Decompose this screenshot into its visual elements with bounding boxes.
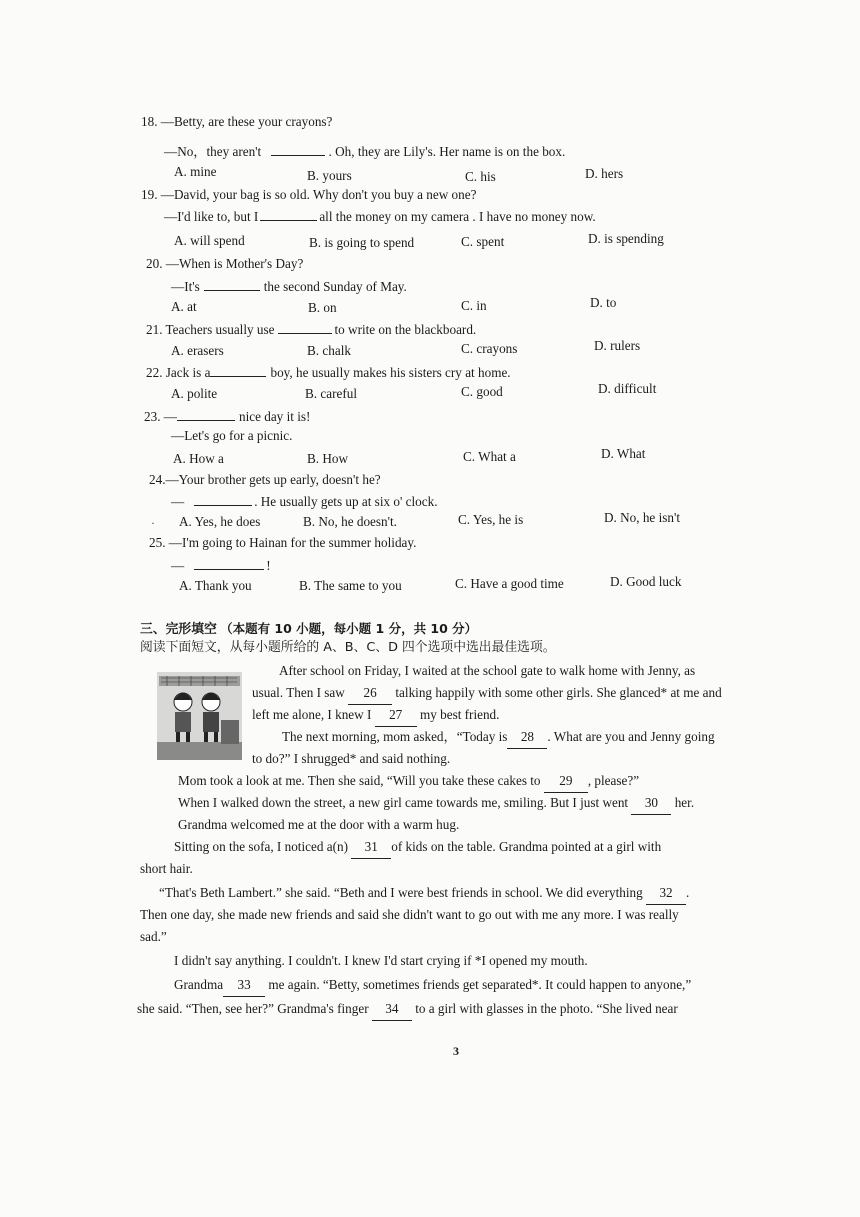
q24-option-b[interactable]: B. No, he doesn't. — [303, 514, 397, 529]
question-22-stem: 22. Jack is a boy, he usually makes his sisters cry at home. — [146, 365, 511, 380]
passage-line: After school on Friday, I waited at the school gate to walk home with Jenny, as — [279, 663, 696, 678]
q18-option-a[interactable]: A. mine — [174, 164, 217, 179]
q20-option-d[interactable]: D. to — [590, 295, 617, 310]
passage-line: left me alone, I knew I 27 my best friend. — [252, 704, 499, 727]
passage-line: she said. “Then, see her?” Grandma's finger 34 to a girl with glasses in the photo. “She lived near — [137, 998, 678, 1021]
passage-line: “That's Beth Lambert.” she said. “Beth and I were best friends in school. We did everything 32 . — [159, 882, 689, 905]
q23-option-d[interactable]: D. What — [601, 446, 646, 461]
q25-option-c[interactable]: C. Have a good time — [455, 576, 564, 591]
q18-option-b[interactable]: B. yours — [307, 168, 352, 183]
question-19-stem: 19. —David, your bag is so old. Why don't you buy a new one? — [141, 187, 477, 202]
q23-option-a[interactable]: A. How a — [173, 451, 224, 466]
q23-option-c[interactable]: C. What a — [463, 449, 516, 464]
q22-option-a[interactable]: A. polite — [171, 386, 218, 401]
passage-line: Then one day, she made new friends and said she didn't want to go out with me any more. I was really — [140, 907, 679, 922]
passage-line: to do?” I shrugged* and said nothing. — [252, 751, 451, 766]
passage-line: sad.” — [140, 929, 167, 944]
section-instruction: 阅读下面短文，从每小题所给的 A、B、C、D 四个选项中选出最佳选项。 — [140, 640, 556, 655]
question-20-stem: 20. —When is Mother's Day? — [146, 256, 304, 271]
q21-option-d[interactable]: D. rulers — [594, 338, 641, 353]
q21-option-a[interactable]: A. erasers — [171, 343, 224, 358]
passage-line: The next morning, mom asked，“Today is 28 . What are you and Jenny going — [282, 726, 715, 749]
blank-32[interactable]: 32 — [646, 882, 686, 905]
q22-option-d[interactable]: D. difficult — [598, 381, 657, 396]
question-18-reply: —No，they aren't . Oh, they are Lily's. Her name is on the box. — [164, 144, 566, 159]
q24-option-c[interactable]: C. Yes, he is — [458, 512, 524, 527]
blank-30[interactable]: 30 — [631, 792, 671, 815]
q20-option-b[interactable]: B. on — [308, 300, 337, 315]
q24-option-d[interactable]: D. No, he isn't — [604, 510, 681, 525]
q18-option-d[interactable]: D. hers — [585, 166, 624, 181]
q20-option-a[interactable]: A. at — [171, 299, 197, 314]
passage-line: Grandma welcomed me at the door with a warm hug. — [178, 817, 460, 832]
q23-option-b[interactable]: B. How — [307, 451, 349, 466]
passage-line: I didn't say anything. I couldn't. I knew I'd start crying if *I opened my mouth. — [174, 953, 588, 968]
blank-33[interactable]: 33 — [223, 974, 265, 997]
q22-option-b[interactable]: B. careful — [305, 386, 357, 401]
blank-28[interactable]: 28 — [507, 726, 547, 749]
question-23-reply: —Let's go for a picnic. — [171, 428, 293, 443]
section-heading — [140, 618, 477, 637]
blank-34[interactable]: 34 — [372, 998, 412, 1021]
question-19-reply: —I'd like to, but I all the money on my camera . I have no money now. — [164, 209, 596, 224]
blank-31[interactable]: 31 — [351, 836, 391, 859]
q19-option-b[interactable]: B. is going to spend — [309, 235, 415, 250]
question-24-reply: — . He usually gets up at six o' clock. — [171, 494, 438, 509]
section-title: 三、完形填空 — [140, 622, 217, 637]
q18-option-c[interactable]: C. his — [465, 169, 496, 184]
blank-26[interactable]: 26 — [348, 682, 392, 705]
passage-line: Sitting on the sofa, I noticed a(n) 31 of kids on the table. Grandma pointed at a girl with — [174, 836, 661, 859]
q19-option-d[interactable]: D. is spending — [588, 231, 664, 246]
passage-line: usual. Then I saw 26 talking happily with some other girls. She glanced* at me and — [252, 682, 722, 705]
question-25-reply: — ! — [171, 558, 271, 573]
q25-option-b[interactable]: B. The same to you — [299, 578, 402, 593]
passage-line: Mom took a look at me. Then she said, “Will you take these cakes to 29 , please?” — [178, 770, 639, 793]
question-20-reply: —It's the second Sunday of May. — [171, 279, 407, 294]
page-number: 3 — [453, 1044, 459, 1058]
passage-line: When I walked down the street, a new girl came towards me, smiling. But I just went 30 her. — [178, 792, 694, 815]
passage-line: short hair. — [140, 861, 193, 876]
q22-option-c[interactable]: C. good — [461, 384, 503, 399]
blank-27[interactable]: 27 — [375, 704, 417, 727]
q25-option-d[interactable]: D. Good luck — [610, 574, 682, 589]
girls-illustration — [157, 672, 242, 760]
passage-line: Grandma 33 me again. “Betty, sometimes friends get separated*. It could happen to anyone,” — [174, 974, 691, 997]
question-21-stem: 21. Teachers usually use to write on the blackboard. — [146, 322, 477, 337]
q25-option-a[interactable]: A. Thank you — [179, 578, 252, 593]
question-18-stem: 18. —Betty, are these your crayons? — [141, 114, 333, 129]
q19-option-a[interactable]: A. will spend — [174, 233, 245, 248]
q20-option-c[interactable]: C. in — [461, 298, 487, 313]
q21-option-b[interactable]: B. chalk — [307, 343, 351, 358]
q21-option-c[interactable]: C. crayons — [461, 341, 518, 356]
question-24-stem: 24.—Your brother gets up early, doesn't he? — [149, 472, 381, 487]
blank-29[interactable]: 29 — [544, 770, 588, 793]
q24-option-a[interactable]: A. Yes, he does — [179, 514, 261, 529]
q19-option-c[interactable]: C. spent — [461, 234, 505, 249]
stray-mark: · — [151, 516, 155, 530]
section-note: （本题有 10 小题，每小题 1 分，共 10 分） — [220, 621, 478, 636]
question-25-stem: 25. —I'm going to Hainan for the summer holiday. — [149, 535, 417, 550]
question-23-stem: 23. — nice day it is! — [144, 409, 311, 424]
